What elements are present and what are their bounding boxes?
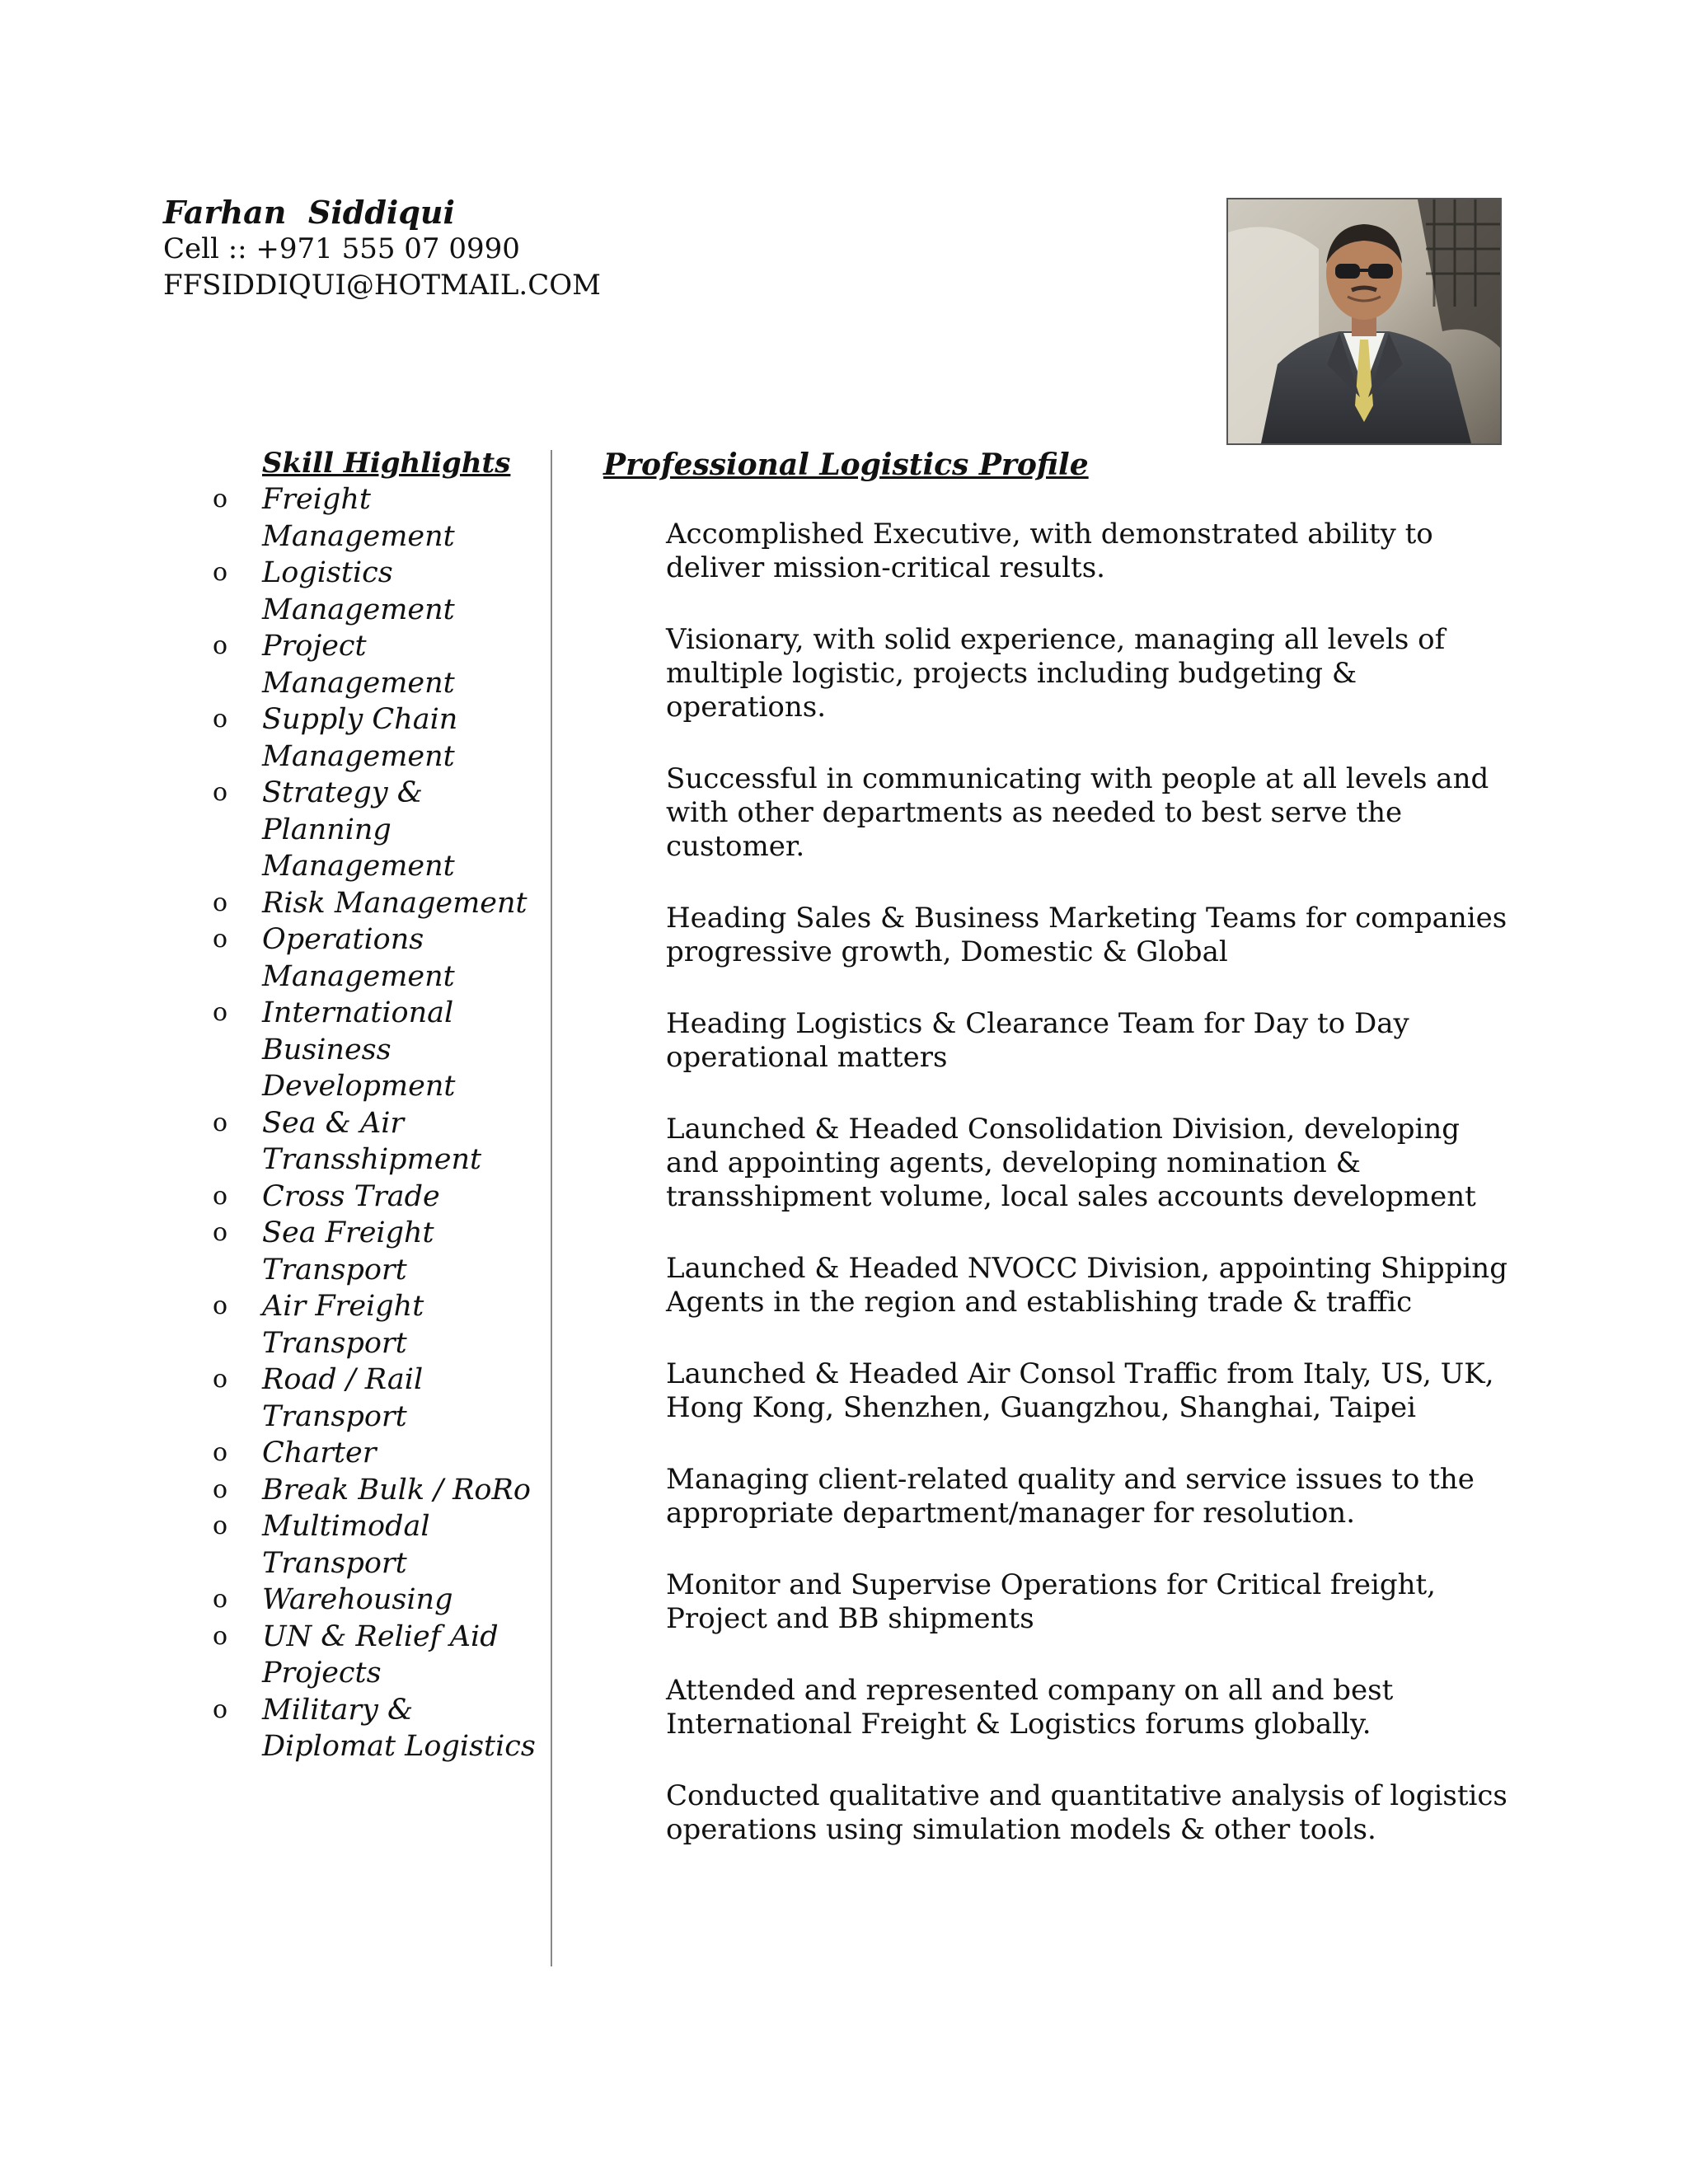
candidate-name: Farhan Siddiqui <box>163 194 455 231</box>
column-divider <box>551 450 552 1966</box>
skill-label: Air Freight Transport <box>262 1290 424 1360</box>
cell-number: Cell :: +971 555 07 0990 <box>163 232 520 265</box>
skill-item <box>211 885 541 922</box>
skill-item <box>211 995 541 1105</box>
bullet-icon: o <box>213 1585 228 1614</box>
skill-label: Military & Diplomat Logistics <box>262 1693 536 1763</box>
skills-list <box>211 481 541 1765</box>
bullet-icon: o <box>213 1108 228 1137</box>
skill-label: Logistics Management <box>262 556 455 626</box>
bullet-icon: o <box>213 1181 228 1211</box>
skill-label: Project Management <box>262 630 455 700</box>
skill-label: UN & Relief Aid Projects <box>262 1619 499 1690</box>
skill-label: Sea Freight Transport <box>262 1216 434 1286</box>
skill-label: Operations Management <box>262 923 455 993</box>
skill-item <box>211 701 541 775</box>
skill-label: Supply Chain Management <box>262 703 458 773</box>
bullet-icon: o <box>213 1438 228 1467</box>
bullet-icon: o <box>213 1694 228 1724</box>
bullet-icon: o <box>213 705 228 733</box>
skill-label: International Business Development <box>262 996 456 1103</box>
skill-label: Sea & Air Transshipment <box>262 1106 482 1176</box>
profile-item: Conducted qualitative and quantitative analysis of logistics operations using simulation models & other tools. <box>666 1779 1507 1846</box>
skill-item <box>211 1179 541 1216</box>
profile-item: Accomplished Executive, with demonstrated ability to deliver mission-critical results. <box>666 518 1433 584</box>
profile-item: Attended and represented company on all and best International Freight & Logistics forums globally. <box>666 1674 1394 1741</box>
profile-heading: Professional Logistics Profile <box>603 448 1089 482</box>
profile-item: Successful in communicating with people at all levels and with other departments as needed to best serve the customer. <box>666 762 1489 863</box>
skill-item <box>211 1435 541 1472</box>
skill-item <box>211 1105 541 1179</box>
skill-item <box>211 1215 541 1288</box>
skill-item <box>211 628 541 701</box>
profile-item: Launched & Headed Air Consol Traffic from Italy, US, UK, Hong Kong, Shenzhen, Guangzhou, Shanghai, Taipei <box>666 1357 1494 1424</box>
profile-item: Managing client-related quality and service issues to the appropriate department/manager for resolution. <box>666 1463 1475 1530</box>
skills-heading: Skill Highlights <box>262 447 511 480</box>
skill-item <box>211 481 541 555</box>
bullet-icon: o <box>213 631 228 660</box>
skill-item <box>211 1361 541 1435</box>
profile-items <box>666 518 1518 1847</box>
skill-item <box>211 1508 541 1582</box>
skill-item <box>211 1472 541 1509</box>
bullet-icon: o <box>213 1365 228 1394</box>
skill-label: Risk Management <box>262 886 528 920</box>
bullet-icon: o <box>213 888 228 917</box>
bullet-icon: o <box>213 558 228 587</box>
bullet-icon: o <box>213 1621 228 1651</box>
profile-photo <box>1226 198 1502 445</box>
bullet-icon: o <box>213 1474 228 1504</box>
bullet-icon: o <box>213 778 228 807</box>
profile-item: Monitor and Supervise Operations for Critical freight, Project and BB shipments <box>666 1568 1436 1635</box>
skill-item <box>211 1288 541 1361</box>
profile-item: Launched & Headed Consolidation Division, developing and appointing agents, developing nomination & transshipment volume, local sales accounts development <box>666 1113 1476 1213</box>
skill-item <box>211 1692 541 1765</box>
skill-label: Charter <box>262 1436 377 1469</box>
skill-label: Cross Trade <box>262 1179 440 1213</box>
profile-item: Visionary, with solid experience, managing all levels of multiple logistic, projects including budgeting & operations. <box>666 623 1446 724</box>
bullet-icon: o <box>213 925 228 954</box>
portrait-image <box>1228 199 1500 443</box>
bullet-icon: o <box>213 1291 228 1320</box>
bullet-icon: o <box>213 1218 228 1247</box>
skill-label: Road / Rail Transport <box>262 1363 424 1433</box>
skill-item <box>211 1619 541 1692</box>
skill-item <box>211 555 541 628</box>
skill-item <box>211 921 541 995</box>
skill-item <box>211 775 541 885</box>
skill-label: Strategy & Planning Management <box>262 776 455 883</box>
profile-item: Heading Sales & Business Marketing Teams for companies progressive growth, Domestic & Global <box>666 902 1507 968</box>
skill-label: Warehousing <box>262 1583 453 1616</box>
profile-item: Launched & Headed NVOCC Division, appointing Shipping Agents in the region and establishing trade & traffic <box>666 1252 1507 1319</box>
profile-column <box>603 445 1518 1885</box>
skill-label: Break Bulk / RoRo <box>262 1473 531 1507</box>
contact-header <box>163 194 601 303</box>
email-address: FFSIDDIQUI@HOTMAIL.COM <box>163 269 601 302</box>
skill-item <box>211 1582 541 1619</box>
bullet-icon: o <box>213 1511 228 1540</box>
skill-label: Freight Management <box>262 483 455 553</box>
skills-column <box>211 445 541 1765</box>
profile-item: Heading Logistics & Clearance Team for Day to Day operational matters <box>666 1007 1409 1074</box>
bullet-icon: o <box>213 998 228 1027</box>
skill-label: Multimodal Transport <box>262 1510 430 1580</box>
bullet-icon: o <box>213 485 228 513</box>
